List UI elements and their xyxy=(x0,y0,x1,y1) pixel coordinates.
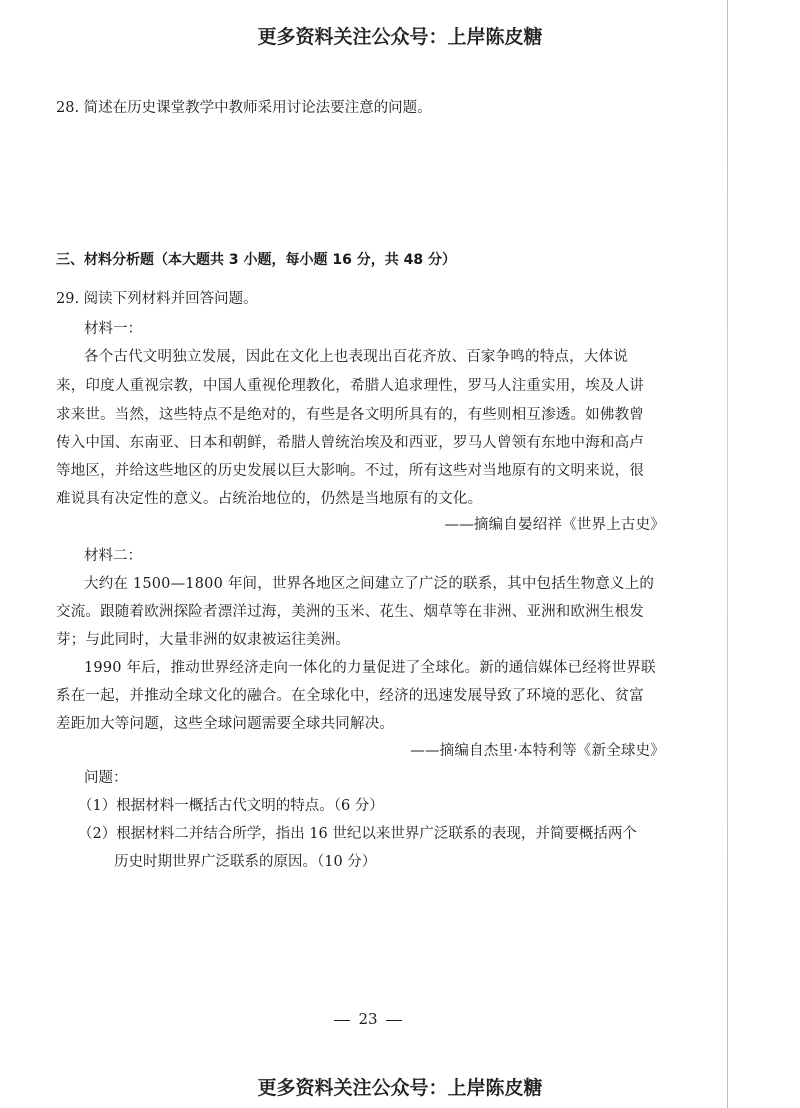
material-1-line: 传入中国、东南亚、日本和朝鲜，希腊人曾统治埃及和西亚，罗马人曾领有东地中海和高卢 xyxy=(56,435,644,451)
material-2-line: 交流。跟随着欧洲探险者漂洋过海，美洲的玉米、花生、烟草等在非洲、亚洲和欧洲生根发 xyxy=(56,604,644,620)
page-number-value: 23 xyxy=(358,1010,378,1028)
material-2-line: 芽；与此同时，大量非洲的奴隶被运往美洲。 xyxy=(56,632,350,648)
page-number-dash-left xyxy=(334,1020,350,1021)
page-number xyxy=(0,1010,736,1028)
question-29-2-line1: （2）根据材料二并结合所学，指出 16 世纪以来世界广泛联系的表现，并简要概括两个 xyxy=(78,826,637,842)
material-2-label: 材料二： xyxy=(84,548,142,564)
material-1-line: 难说具有决定性的意义。占统治地位的，仍然是当地原有的文化。 xyxy=(56,491,483,507)
question-29-intro: 29. 阅读下列材料并回答问题。 xyxy=(56,291,258,307)
material-1-line: 求来世。当然，这些特点不是绝对的，有些是各文明所具有的，有些则相互渗透。如佛教曾 xyxy=(56,407,644,423)
material-1-source: ——摘编自晏绍祥《世界上古史》 xyxy=(444,517,665,533)
question-29-1: （1）根据材料一概括古代文明的特点。（6 分） xyxy=(78,798,384,814)
material-1-line: 各个古代文明独立发展，因此在文化上也表现出百花齐放、百家争鸣的特点，大体说 xyxy=(84,349,628,365)
question-29-2-line2: 历史时期世界广泛联系的原因。（10 分） xyxy=(114,854,377,870)
material-2-line: 1990 年后，推动世界经济走向一体化的力量促进了全球化。新的通信媒体已经将世界联 xyxy=(84,660,656,676)
question-28: 28. 简述在历史课堂教学中教师采用讨论法要注意的问题。 xyxy=(56,100,432,116)
material-2-line: 差距加大等问题，这些全球问题需要全球共同解决。 xyxy=(56,716,395,732)
page-number-dash-right xyxy=(386,1020,402,1021)
footer-banner: 更多资料关注公众号：上岸陈皮糖 xyxy=(257,1077,543,1099)
material-1-line: 等地区，并给这些地区的历史发展以巨大影响。不过，所有这些对当地原有的文明来说，很 xyxy=(56,463,644,479)
material-2-line: 大约在 1500—1800 年间，世界各地区之间建立了广泛的联系，其中包括生物意义上的 xyxy=(84,576,655,592)
section-3-title: 三、材料分析题（本大题共 3 小题，每小题 16 分，共 48 分） xyxy=(56,252,456,268)
material-1-label: 材料一： xyxy=(84,321,142,337)
material-2-source: ——摘编自杰里·本特利等《新全球史》 xyxy=(410,743,665,759)
scan-edge-line xyxy=(727,0,728,1108)
material-1-line: 来，印度人重视宗教，中国人重视伦理教化，希腊人追求理性，罗马人注重实用，埃及人讲 xyxy=(56,378,644,394)
header-banner: 更多资料关注公众号：上岸陈皮糖 xyxy=(257,26,543,48)
material-2-line: 系在一起，并推动全球文化的融合。在全球化中，经济的迅速发展导致了环境的恶化、贫富 xyxy=(56,688,644,704)
questions-label: 问题： xyxy=(84,770,128,786)
